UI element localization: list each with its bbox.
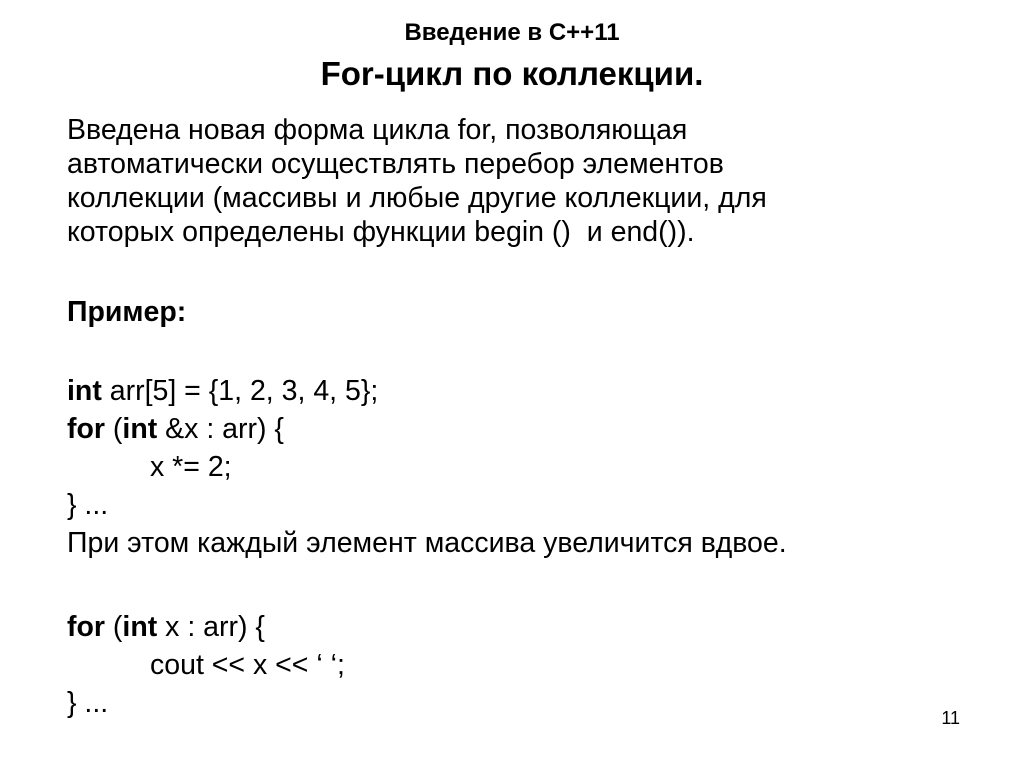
code1-declaration-line: [67, 372, 997, 410]
code1-body-line: x *= 2;: [150, 451, 232, 483]
page-number: 11: [941, 708, 960, 728]
code-keyword-int: int: [122, 611, 158, 643]
code-keyword-int: int: [67, 375, 102, 407]
code2-close-line: } ...: [67, 687, 109, 719]
intro-line-4: которых определены функции begin () и end()).: [67, 216, 695, 248]
spacer: [67, 249, 997, 295]
slide-subtitle: Введение в С++11: [404, 19, 620, 46]
spacer: [67, 562, 997, 608]
code2-body-line: cout << x << ‘ ‘;: [150, 649, 345, 681]
code-keyword-int: int: [122, 413, 158, 445]
code-text: &x : arr) {: [157, 413, 284, 445]
code-text: (: [105, 611, 123, 643]
code-keyword-for: for: [67, 611, 105, 643]
slide-title: For-цикл по коллекции.: [320, 55, 704, 92]
intro-line-3: коллекции (массивы и любые другие коллекции, для: [67, 182, 767, 214]
spacer: [67, 329, 997, 372]
code1-close-line: } ...: [67, 489, 109, 521]
code-text: (: [105, 413, 123, 445]
code-text: arr[5] = {1, 2, 3, 4, 5};: [101, 375, 379, 407]
explanation-line: При этом каждый элемент массива увеличится вдвое.: [67, 527, 787, 559]
intro-line-1: Введена новая форма цикла for, позволяющая: [67, 114, 688, 146]
code2-for-line: [67, 608, 997, 646]
intro-line-2: автоматически осуществлять перебор элементов: [67, 148, 724, 180]
example-heading: Пример:: [67, 296, 187, 328]
code1-for-line: [67, 410, 997, 448]
slide-content: [67, 113, 997, 722]
code-text: x : arr) {: [157, 611, 265, 643]
code-keyword-for: for: [67, 413, 105, 445]
